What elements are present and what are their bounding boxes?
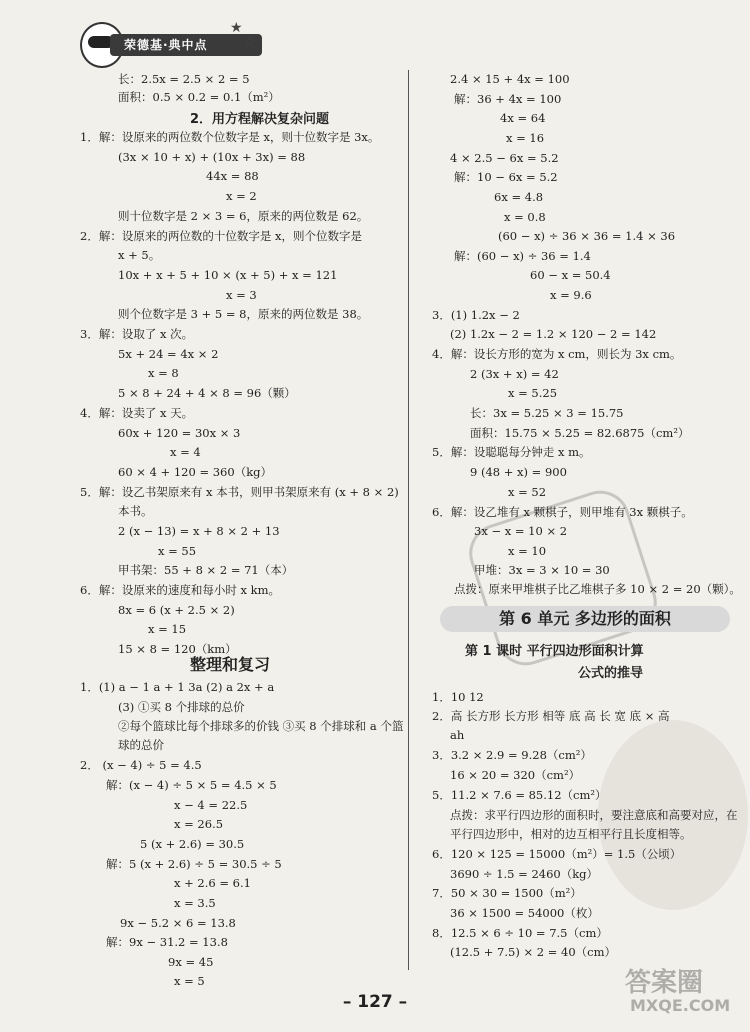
- section-heading: 整理和复习: [190, 655, 271, 674]
- answer-line: 2 (3x + x) = 42: [470, 367, 559, 381]
- answer-line: x + 2.6 = 6.1: [174, 876, 251, 890]
- answer-line: x = 3: [226, 288, 257, 302]
- page-number: – 127 –: [342, 992, 408, 1012]
- answer-line: 6．解：设乙堆有 x 颗棋子，则甲堆有 3x 颗棋子。: [432, 505, 693, 519]
- answer-line: 2．解：设原来的两位数的十位数字是 x，则个位数字是: [80, 229, 362, 243]
- answer-line: 长：3x = 5.25 × 3 = 15.75: [470, 406, 624, 420]
- answer-line: 解：36 + 4x = 100: [454, 92, 562, 106]
- answer-line: 3x − x = 10 × 2: [474, 524, 568, 538]
- answer-line: x = 5.25: [508, 386, 558, 400]
- answer-line: x = 3.5: [174, 896, 216, 910]
- unit-title: 第 6 单元 多边形的面积: [440, 606, 730, 632]
- answer-line: 44x = 88: [206, 169, 259, 183]
- answer-line: 长：2.5x = 2.5 × 2 = 5: [118, 72, 250, 86]
- answer-line: 4．解：设长方形的宽为 x cm，则长为 3x cm。: [432, 347, 682, 361]
- answer-line: (12.5 + 7.5) × 2 = 40（cm）: [450, 945, 617, 959]
- answer-line: x − 4 = 22.5: [174, 798, 248, 812]
- answer-line: 甲书架：55 + 8 × 2 = 71（本）: [118, 563, 294, 577]
- answer-line: 则十位数字是 2 × 3 = 6，原来的两位数是 62。: [118, 209, 369, 223]
- answer-line: 5 × 8 + 24 + 4 × 8 = 96（颗）: [118, 386, 296, 400]
- answer-line: x = 55: [158, 544, 197, 558]
- answer-line: 8x = 6 (x + 2.5 × 2): [118, 603, 235, 617]
- answer-line: 5 (x + 2.6) = 30.5: [140, 837, 245, 851]
- answer-line: 甲堆：3x = 3 × 10 = 30: [474, 563, 610, 577]
- answer-line: 60 × 4 + 120 = 360（kg）: [118, 465, 273, 479]
- answer-line: x = 26.5: [174, 817, 224, 831]
- section-heading: 2．用方程解决复杂问题: [190, 112, 330, 127]
- star-icon: ★: [230, 20, 243, 36]
- answer-line: 5．11.2 × 7.6 = 85.12（cm²）: [432, 788, 607, 802]
- answer-line: 则个位数字是 3 + 5 = 8，原来的两位数是 38。: [118, 307, 369, 321]
- answer-line: ②每个篮球比每个排球多的价钱 ③买 8 个排球和 a 个篮: [118, 719, 404, 733]
- answer-line: 解：5 (x + 2.6) ÷ 5 = 30.5 ÷ 5: [106, 857, 282, 871]
- answer-line: 10x + x + 5 + 10 × (x + 5) + x = 121: [118, 268, 338, 282]
- answer-line: 解：10 − 6x = 5.2: [454, 170, 558, 184]
- tip-line: 平行四边形中，相对的边互相平行且长度相等。: [450, 827, 692, 841]
- answer-line: 5x + 24 = 4x × 2: [118, 347, 219, 361]
- answer-line: x = 8: [148, 366, 179, 380]
- answer-line: 2． (x − 4) ÷ 5 = 4.5: [80, 758, 202, 772]
- watermark-site: MXQE.COM: [630, 996, 731, 1015]
- answer-line: 6．解：设原来的速度和每小时 x km。: [80, 583, 280, 597]
- answer-line: 5．解：设聪聪每分钟走 x m。: [432, 445, 591, 459]
- answer-line: 6．120 × 125 = 15000（m²）= 1.5（公顷）: [432, 847, 682, 861]
- answer-line: 面积：15.75 × 5.25 = 82.6875（cm²）: [470, 426, 690, 440]
- answer-line: 5．解：设乙书架原来有 x 本书，则甲书架原来有 (x + 8 × 2): [80, 485, 399, 499]
- answer-line: x = 16: [506, 131, 545, 145]
- answer-line: x + 5。: [118, 248, 161, 262]
- lesson-title: 第 1 课时 平行四边形面积计算: [465, 644, 644, 659]
- answer-line: 1．解：设原来的两位数个位数字是 x，则十位数字是 3x。: [80, 130, 380, 144]
- column-divider: [408, 70, 409, 970]
- answer-line: 3．解：设取了 x 次。: [80, 327, 194, 341]
- tip-line: 点拨：原来甲堆棋子比乙堆棋子多 10 × 2 = 20（颗）。: [454, 582, 741, 596]
- answer-line: 3．(1) 1.2x − 2: [432, 308, 520, 322]
- answer-line: 60x + 120 = 30x × 3: [118, 426, 241, 440]
- answer-line: 9x − 5.2 × 6 = 13.8: [120, 916, 236, 930]
- answer-line: 3．3.2 × 2.9 = 9.28（cm²）: [432, 748, 592, 762]
- answer-line: 60 − x = 50.4: [530, 268, 611, 282]
- answer-line: (2) 1.2x − 2 = 1.2 × 120 − 2 = 142: [450, 327, 657, 341]
- answer-line: x = 2: [226, 189, 257, 203]
- answer-line: x = 5: [174, 974, 205, 988]
- answer-line: (3) ①买 8 个排球的总价: [118, 700, 245, 714]
- answer-line: 6x = 4.8: [494, 190, 544, 204]
- answer-line: 7．50 × 30 = 1500（m²）: [432, 886, 582, 900]
- answer-line: 2 (x − 13) = x + 8 × 2 + 13: [118, 524, 280, 538]
- answer-line: x = 15: [148, 622, 187, 636]
- answer-line: 解：9x − 31.2 = 13.8: [106, 935, 228, 949]
- answer-line: 16 × 20 = 320（cm²）: [450, 768, 581, 782]
- answer-line: 球的总价: [118, 738, 164, 752]
- lesson-subtitle: 公式的推导: [578, 666, 644, 681]
- answer-line: x = 52: [508, 485, 547, 499]
- answer-line: 15 × 8 = 120（km）: [118, 642, 237, 656]
- answer-line: (3x × 10 + x) + (10x + 3x) = 88: [118, 150, 306, 164]
- answer-line: 36 × 1500 = 54000（枚）: [450, 906, 599, 920]
- star-icon: ☆: [243, 34, 256, 50]
- answer-line: 4．解：设卖了 x 天。: [80, 406, 194, 420]
- brand-logo: [80, 22, 255, 66]
- answer-line: 解：(60 − x) ÷ 36 = 1.4: [454, 249, 591, 263]
- answer-line: 9 (48 + x) = 900: [470, 465, 567, 479]
- watermark-brand: 答案圈: [625, 968, 704, 998]
- answer-line: 本书。: [118, 504, 153, 518]
- answer-line: 1．(1) a − 1 a + 1 3a (2) a 2x + a: [80, 680, 275, 694]
- answer-line: ah: [450, 728, 465, 742]
- brand-title: 荣德基·典中点: [110, 34, 262, 56]
- answer-line: 4x = 64: [500, 111, 546, 125]
- answer-line: x = 9.6: [550, 288, 592, 302]
- answer-line: 2.4 × 15 + 4x = 100: [450, 72, 570, 86]
- answer-line: x = 0.8: [504, 210, 546, 224]
- tip-line: 点拨：求平行四边形的面积时，要注意底和高要对应，在: [450, 808, 738, 822]
- answer-line: (60 − x) ÷ 36 × 36 = 1.4 × 36: [498, 229, 676, 243]
- answer-line: 3690 ÷ 1.5 = 2460（kg）: [450, 867, 599, 881]
- answer-line: x = 4: [170, 445, 201, 459]
- answer-line: 解：(x − 4) ÷ 5 × 5 = 4.5 × 5: [106, 778, 277, 792]
- answer-line: 1．10 12: [432, 690, 484, 704]
- answer-line: 4 × 2.5 − 6x = 5.2: [450, 151, 559, 165]
- answer-line: 9x = 45: [168, 955, 214, 969]
- answer-line: x = 10: [508, 544, 547, 558]
- answer-line: 面积：0.5 × 0.2 = 0.1（m²）: [118, 90, 280, 104]
- answer-line: 2．高 长方形 长方形 相等 底 高 长 宽 底 × 高: [432, 709, 670, 723]
- answer-line: 8．12.5 × 6 ÷ 10 = 7.5（cm）: [432, 926, 608, 940]
